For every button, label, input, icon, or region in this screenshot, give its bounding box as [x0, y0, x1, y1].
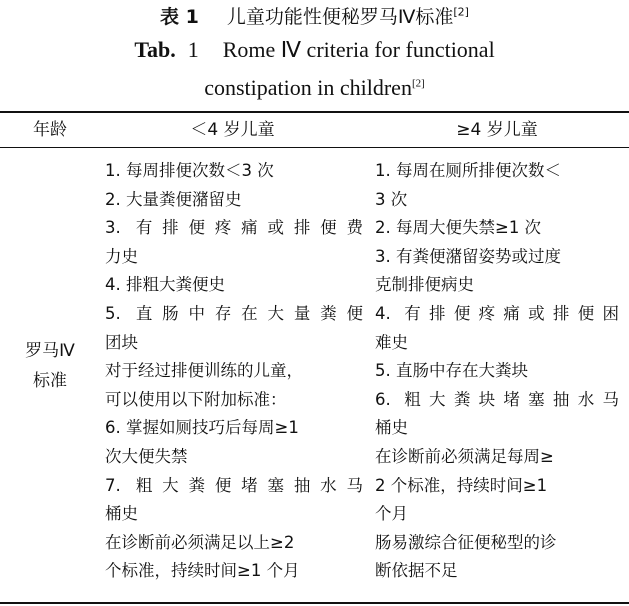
criteria-4-and-over — [375, 157, 619, 586]
table-title-cn — [227, 2, 469, 29]
criteria-line: 桶史 — [105, 504, 138, 524]
reference-mark-en: [2] — [411, 77, 425, 90]
criteria-line: 可以使用以下附加标准： — [105, 389, 287, 409]
criteria-line: 5. 直肠中存在大粪块 — [375, 361, 528, 381]
criteria-line: 4. 排粗大粪便史 — [105, 275, 225, 295]
criteria-line: 难史 — [375, 332, 408, 352]
row-label — [0, 336, 100, 396]
criteria-line: 桶史 — [375, 418, 408, 438]
table-bottom-rule — [0, 602, 629, 604]
caption-english-line1 — [0, 35, 629, 65]
criteria-line: 2. 大量粪便潴留史 — [105, 189, 242, 209]
criteria-line: 4. 有排便疼痛或排便困 — [375, 303, 619, 323]
criteria-line: 6. 粗大粪块堵塞抽水马 — [375, 389, 619, 409]
criteria-line: 2. 每周大便失禁≥1 次 — [375, 218, 542, 238]
criteria-line: 在诊断前必须满足每周≥ — [375, 446, 554, 466]
criteria-line: 1. 每周排便次数＜3 次 — [105, 161, 274, 180]
criteria-line: 在诊断前必须满足以上≥2 — [105, 532, 295, 552]
criteria-line: 6. 掌握如厕技巧后每周≥1 — [105, 418, 299, 438]
row-label-line: 标准 — [33, 371, 67, 391]
criteria-line: 1. 每周在厕所排便次数＜ — [375, 161, 561, 180]
criteria-line: 克制排便病史 — [375, 275, 474, 295]
table-label-cn: 表 1 — [160, 5, 199, 28]
row-label-line: 罗马Ⅳ — [25, 341, 75, 361]
criteria-line: 力史 — [105, 246, 138, 266]
reference-mark-cn: [2] — [453, 5, 469, 19]
criteria-line: 3. 有粪便潴留姿势或过度 — [375, 246, 561, 266]
table-title-en-line1: Rome Ⅳ criteria for functional — [222, 37, 495, 62]
table-header-rule — [0, 147, 629, 148]
criteria-line: 3. 有排便疼痛或排便费 — [105, 218, 363, 238]
caption-chinese — [0, 0, 629, 30]
header-under-4: ＜4 岁儿童 — [190, 120, 275, 140]
table-number-en: 1 — [187, 37, 199, 62]
criteria-line: 个月 — [375, 504, 408, 524]
criteria-line: 5. 直肠中存在大量粪便 — [105, 303, 363, 323]
criteria-line: 3 次 — [375, 189, 408, 209]
criteria-line: 次大便失禁 — [105, 446, 188, 466]
criteria-line: 团块 — [105, 332, 138, 352]
table-title-cn-text: 儿童功能性便秘罗马Ⅳ标准 — [226, 5, 454, 28]
criteria-line: 对于经过排便训练的儿童， — [105, 361, 303, 381]
header-4-and-over: ≥4 岁儿童 — [456, 120, 538, 140]
criteria-line: 7. 粗大粪便堵塞抽水马 — [105, 475, 363, 495]
criteria-line: 2 个标准，持续时间≥1 — [375, 475, 548, 495]
criteria-line: 肠易激综合征便秘型的诊 — [375, 532, 557, 552]
header-age: 年龄 — [33, 120, 67, 140]
table-label-en: Tab. — [134, 37, 176, 62]
criteria-under-4 — [105, 157, 363, 586]
criteria-line: 个标准，持续时间≥1 个月 — [105, 561, 300, 581]
caption-english-line2 — [0, 73, 629, 103]
criteria-line: 断依据不足 — [375, 561, 458, 581]
table-title-en-line2: constipation in children — [204, 75, 412, 100]
